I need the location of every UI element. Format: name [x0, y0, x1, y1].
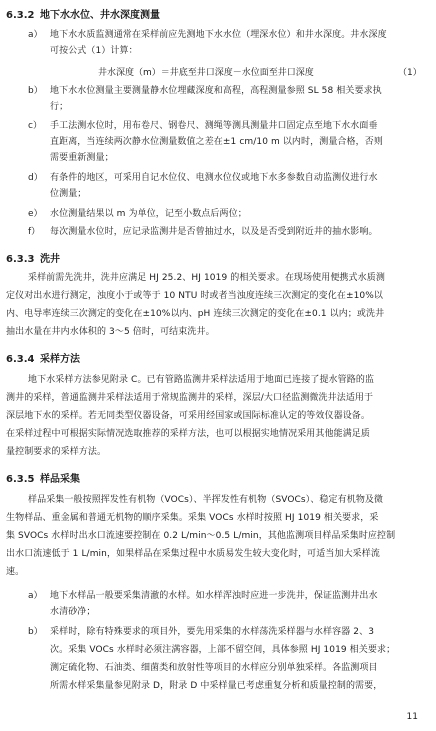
- item-d-line-1: 有条件的地区，可采用自记水位仪、电测水位仪或地下水多参数自动监测仪进行水: [50, 173, 378, 183]
- paragraph-line: 地下水采样方法参见附录 C。已有管路监测井采样法适用于地面已连接了提水管路的监: [28, 375, 375, 385]
- item-label-a: a）: [28, 591, 43, 601]
- item-b-line-2: 行；: [50, 102, 69, 112]
- paragraph-line: 集 SVOCs 水样时出水口流速要控制在 0.2 L/min～0.5 L/min，其他监测项目样品采集时应控制: [6, 531, 396, 541]
- item-label-d: d）: [28, 173, 43, 183]
- formula-number: （1）: [398, 68, 422, 78]
- item-a-line-2: 可按公式（1）计算：: [50, 46, 138, 56]
- section-heading-6-3-2: 6.3.2 地下水水位、井水深度测量: [6, 10, 160, 21]
- section-heading-6-3-4: 6.3.4 采样方法: [6, 354, 80, 365]
- formula: 井水深度（m）＝井底至井口深度－水位面至井口深度: [98, 68, 314, 78]
- item-f-line-1: 每次测量水位时，应记录监测井是否曾抽过水，以及是否受到附近井的抽水影响。: [50, 227, 378, 237]
- item-label-b: b）: [28, 627, 43, 637]
- paragraph-line: 量控制要求的采样方法。: [6, 447, 107, 457]
- item-label-b: b）: [28, 86, 43, 96]
- item-a-line-2: 水清砂净；: [50, 607, 96, 617]
- paragraph-line: 速。: [6, 567, 25, 577]
- paragraph-line: 定仪对出水进行测定，浊度小于或等于 10 NTU 时或者当浊度连续三次测定的变化在±10%以: [6, 291, 383, 301]
- item-label-c: c）: [28, 121, 42, 131]
- paragraph-line: 出水口流速低于 1 L/min，如果样品在采集过程中水质易发生较大变化时，可适当加大采样流: [6, 549, 380, 559]
- item-a-line-1: 地下水样品一般要采集清澈的水样。如水样浑浊时应进一步洗井，保证监测井出水: [50, 591, 378, 601]
- item-b-line-2: 次。采集 VOCs 水样时必须注满容器，上部不留空间，具体参照 HJ 1019 相关要求；: [50, 645, 396, 655]
- section-heading-6-3-3: 6.3.3 洗井: [6, 254, 60, 265]
- paragraph-line: 样品采集一般按照挥发性有机物（VOCs）、半挥发性有机物（SVOCs）、稳定有机物及微: [28, 495, 384, 505]
- item-label-e: e）: [28, 209, 43, 219]
- page-number: 11: [406, 712, 418, 722]
- paragraph-line: 测井的采样，普通监测井采样法适用于常规监测井的采样，深层/大口径监测微洗井法适用于: [6, 393, 374, 403]
- paragraph-line: 在采样过程中可根据实际情况选取推荐的采样方法，也可以根据实地情况采用其他能满足质: [6, 429, 371, 439]
- item-c-line-2: 直距离，当连续两次静水位测量数值之差在±1 cm/10 m 以内时，测量合格，否则: [50, 137, 383, 147]
- item-label-f: f）: [28, 227, 41, 237]
- item-a-line-1: 地下水水质监测通常在采样前应先测地下水水位（埋深水位）和井水深度。井水深度: [50, 30, 387, 40]
- paragraph-line: 生物样品、重金属和普通无机物的顺序采集。采集 VOCs 水样时按照 HJ 1019 相关要求，采: [6, 513, 379, 523]
- item-b-line-1: 采样时，除有特殊要求的项目外，要先用采集的水样荡洗采样器与水样容器 2、3: [50, 627, 375, 637]
- item-c-line-1: 手工法测水位时，用布卷尺、钢卷尺、测绳等测具测量井口固定点至地下水水面垂: [50, 121, 378, 131]
- item-e-line-1: 水位测量结果以 m 为单位，记至小数点后两位；: [50, 209, 247, 219]
- item-c-line-3: 需要重新测量；: [50, 153, 114, 163]
- paragraph-line: 深层地下水的采样。若无同类型仪器设备，可采用经国家或国际标准认定的等效仪器设备。: [6, 411, 371, 421]
- paragraph-line: 采样前需先洗井，洗井应满足 HJ 25.2、HJ 1019 的相关要求。在现场使用便携式水质测: [28, 273, 385, 283]
- paragraph-line: 抽出水量在井内水体积的 3～5 倍时，可结束洗井。: [6, 327, 215, 337]
- item-b-line-4: 所需水样采集量参见附录 D，附录 D 中采样量已考虑重复分析和质量控制的需要，: [50, 681, 383, 691]
- item-b-line-3: 测定硫化物、石油类、细菌类和放射性等项目的水样应分别单独采样。各监测项目: [50, 663, 378, 673]
- item-label-a: a）: [28, 30, 43, 40]
- item-b-line-1: 地下水水位测量主要测量静水位埋藏深度和高程，高程测量参照 SL 58 相关要求执: [50, 86, 382, 96]
- item-d-line-2: 位测量；: [50, 189, 87, 199]
- paragraph-line: 内、电导率连续三次测定的变化在±10%以内、pH 连续三次测定的变化在±0.1 以内；或洗井: [6, 309, 385, 319]
- section-heading-6-3-5: 6.3.5 样品采集: [6, 474, 80, 485]
